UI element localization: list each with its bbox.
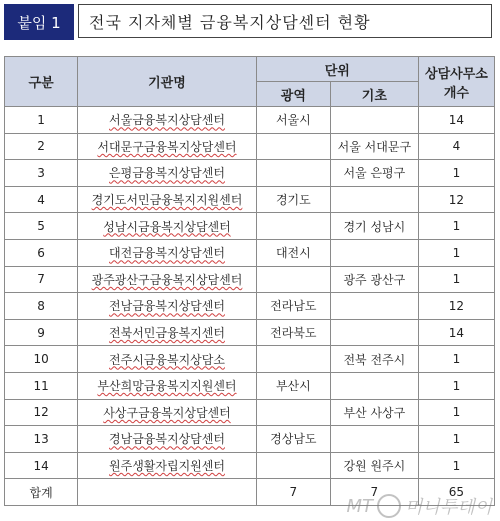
cell-metro: 부산시 <box>256 372 330 399</box>
table-row <box>5 399 495 426</box>
cell-count: 1 <box>418 452 494 479</box>
cell-institution <box>78 266 257 293</box>
institution-name: 광주광산구금융복지상담센터 <box>91 272 243 287</box>
cell-metro <box>256 346 330 373</box>
header-local: 기초 <box>330 82 418 107</box>
cell-local: 부산 사상구 <box>330 399 418 426</box>
cell-metro: 서울시 <box>256 107 330 134</box>
cell-number: 4 <box>5 186 78 213</box>
cell-metro: 전라북도 <box>256 319 330 346</box>
total-metro: 7 <box>256 479 330 506</box>
cell-institution <box>78 452 257 479</box>
cell-count: 14 <box>418 319 494 346</box>
cell-number: 14 <box>5 452 78 479</box>
watermark <box>292 495 492 517</box>
institution-name: 원주생활자립지원센터 <box>109 459 225 474</box>
cell-institution <box>78 213 257 240</box>
cell-count: 14 <box>418 107 494 134</box>
cell-number: 3 <box>5 160 78 187</box>
cell-number: 12 <box>5 399 78 426</box>
cell-institution <box>78 160 257 187</box>
cell-local <box>330 239 418 266</box>
cell-number: 11 <box>5 372 78 399</box>
page-title: 전국 지자체별 금융복지상담센터 현황 <box>78 4 492 38</box>
institution-name: 사상구금융복지상담센터 <box>103 405 231 420</box>
cell-institution <box>78 186 257 213</box>
cell-metro <box>256 452 330 479</box>
institution-name: 은평금융복지상담센터 <box>109 166 225 181</box>
cell-number: 13 <box>5 426 78 453</box>
cell-count: 1 <box>418 213 494 240</box>
cell-number: 5 <box>5 213 78 240</box>
cell-metro <box>256 399 330 426</box>
table-row <box>5 107 495 134</box>
cell-metro: 대전시 <box>256 239 330 266</box>
cell-count: 1 <box>418 399 494 426</box>
institution-name: 경기도서민금융복지지원센터 <box>91 193 243 208</box>
cell-institution <box>78 372 257 399</box>
institution-name: 성남시금융복지상담센터 <box>103 219 231 234</box>
institution-name: 서대문구금융복지상담센터 <box>97 139 237 154</box>
institution-name: 경남금융복지상담센터 <box>109 432 225 447</box>
cell-number: 10 <box>5 346 78 373</box>
cell-local <box>330 426 418 453</box>
cell-metro <box>256 266 330 293</box>
cell-metro <box>256 160 330 187</box>
watermark-prefix: MT <box>346 495 374 517</box>
cell-count: 12 <box>418 186 494 213</box>
center-status-table <box>4 56 495 506</box>
watermark-logo-icon <box>377 494 401 518</box>
cell-local <box>330 293 418 320</box>
table-row <box>5 160 495 187</box>
header <box>4 4 494 40</box>
institution-name: 대전금융복지상담센터 <box>109 246 225 261</box>
cell-institution <box>78 426 257 453</box>
attachment-badge: 붙임 1 <box>4 4 74 40</box>
cell-local <box>330 186 418 213</box>
cell-number: 2 <box>5 133 78 160</box>
cell-metro: 전라남도 <box>256 293 330 320</box>
cell-local <box>330 319 418 346</box>
cell-institution <box>78 346 257 373</box>
table-row <box>5 266 495 293</box>
table-row <box>5 346 495 373</box>
cell-institution <box>78 239 257 266</box>
cell-local: 광주 광산구 <box>330 266 418 293</box>
header-institution: 기관명 <box>78 57 257 107</box>
cell-local: 서울 은평구 <box>330 160 418 187</box>
cell-institution <box>78 319 257 346</box>
header-division: 구분 <box>5 57 78 107</box>
total-local: 7 <box>330 479 418 506</box>
institution-name: 전북서민금융복지센터 <box>109 326 225 341</box>
total-count: 65 <box>418 479 494 506</box>
table-row <box>5 452 495 479</box>
watermark-text: 머니투데이 <box>405 497 492 518</box>
cell-metro <box>256 133 330 160</box>
table-row <box>5 239 495 266</box>
table-row <box>5 319 495 346</box>
cell-local <box>330 372 418 399</box>
cell-local: 서울 서대문구 <box>330 133 418 160</box>
header-metro: 광역 <box>256 82 330 107</box>
cell-metro <box>256 213 330 240</box>
cell-institution <box>78 399 257 426</box>
table-row <box>5 372 495 399</box>
cell-local: 경기 성남시 <box>330 213 418 240</box>
cell-number: 1 <box>5 107 78 134</box>
cell-count: 1 <box>418 266 494 293</box>
institution-name: 부산희망금융복지지원센터 <box>97 379 237 394</box>
institution-name: 전주시금융복지상담소 <box>109 352 225 367</box>
cell-number: 7 <box>5 266 78 293</box>
cell-number: 9 <box>5 319 78 346</box>
cell-count: 1 <box>418 160 494 187</box>
cell-institution <box>78 107 257 134</box>
cell-count: 4 <box>418 133 494 160</box>
cell-institution <box>78 133 257 160</box>
cell-count: 1 <box>418 426 494 453</box>
institution-name: 서울금융복지상담센터 <box>109 113 225 128</box>
table-row <box>5 186 495 213</box>
cell-count: 1 <box>418 346 494 373</box>
cell-local <box>330 107 418 134</box>
cell-institution <box>78 293 257 320</box>
cell-number: 8 <box>5 293 78 320</box>
table-row <box>5 213 495 240</box>
cell-number: 6 <box>5 239 78 266</box>
cell-local: 전북 전주시 <box>330 346 418 373</box>
cell-metro: 경기도 <box>256 186 330 213</box>
institution-name: 전남금융복지상담센터 <box>109 299 225 314</box>
total-label: 합계 <box>5 479 78 506</box>
table-row <box>5 293 495 320</box>
cell-metro: 경상남도 <box>256 426 330 453</box>
table-row <box>5 133 495 160</box>
cell-count: 12 <box>418 293 494 320</box>
total-institution <box>78 479 257 506</box>
table-row <box>5 426 495 453</box>
header-office-count: 상담사무소 개수 <box>418 57 494 107</box>
header-unit: 단위 <box>256 57 418 82</box>
cell-local: 강원 원주시 <box>330 452 418 479</box>
cell-count: 1 <box>418 239 494 266</box>
cell-count: 1 <box>418 372 494 399</box>
